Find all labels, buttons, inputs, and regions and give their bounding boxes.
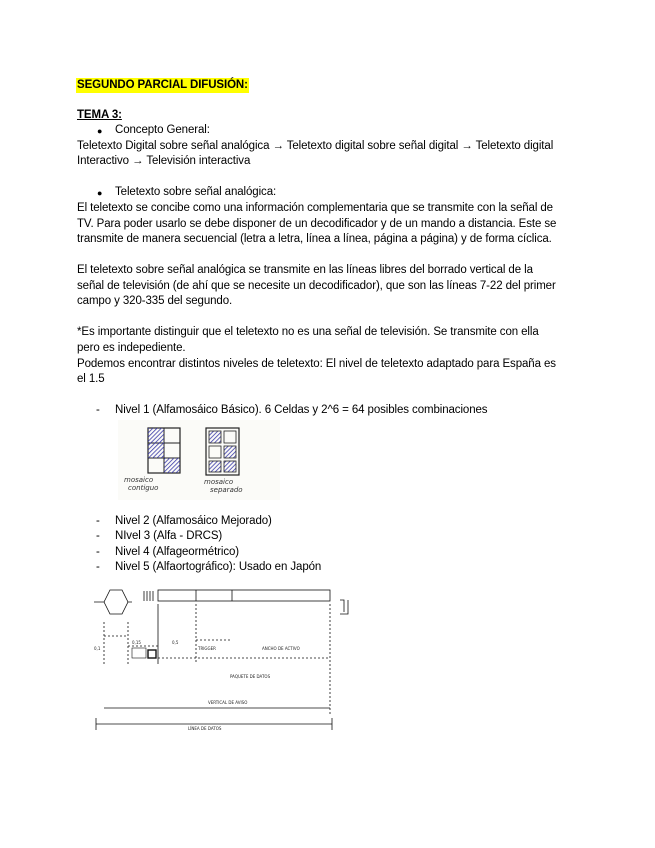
list-dash: - bbox=[96, 561, 100, 573]
diagram-label: 0,15 bbox=[132, 640, 141, 645]
diagram-label: ANCHO DE ACTIVO bbox=[262, 646, 300, 651]
diagram-label: PAQUETE DE DATOS bbox=[230, 674, 271, 679]
diagram-label: 0,5 bbox=[172, 640, 179, 645]
bullet-teletexto-analogica: Teletexto sobre señal analógica: bbox=[115, 186, 277, 198]
paragraph-line: Teletexto Digital sobre señal analógica → Teletexto digital sobre señal digital → Teletexto digital bbox=[77, 140, 554, 152]
paragraph-line: El teletexto sobre señal analógica se transmite en las líneas libres del borrado vertical de la bbox=[77, 264, 533, 276]
list-dash: - bbox=[96, 515, 100, 527]
bullet-dot: ● bbox=[97, 188, 103, 198]
paragraph-line: pero es indepediente. bbox=[77, 342, 186, 354]
sketch-label: contiguo bbox=[128, 484, 159, 492]
paragraph-line: Podemos encontrar distintos niveles de teletexto: El nivel de teletexto adaptado para España es bbox=[77, 358, 556, 370]
document-title: SEGUNDO PARCIAL DIFUSIÓN: bbox=[77, 79, 248, 91]
sketch-label: separado bbox=[210, 486, 243, 494]
list-dash: - bbox=[96, 530, 100, 542]
level-item: Nivel 2 (Alfamosáico Mejorado) bbox=[115, 515, 272, 527]
paragraph-line: campo y 320-335 del segundo. bbox=[77, 295, 233, 307]
paragraph-line: TV. Para poder usarlo se debe disponer de un decodificador y de un mando a distancia. Este se bbox=[77, 218, 557, 230]
teletext-signal-diagram bbox=[92, 584, 354, 736]
sketch-label: mosaico bbox=[204, 478, 234, 486]
level-item: Nivel 5 (Alfaortográfico): Usado en Japón bbox=[115, 561, 322, 573]
diagram-label: TRIGGER bbox=[198, 646, 216, 651]
paragraph-line: Interactivo → Televisión interactiva bbox=[77, 155, 251, 167]
mosaic-sketch-image bbox=[118, 420, 280, 500]
diagram-label: VERTICAL DE AVISO bbox=[208, 700, 248, 705]
diagram-label: LÍNEA DE DATOS bbox=[188, 726, 222, 731]
level-item: Nivel 1 (Alfamosáico Básico). 6 Celdas y 2^6 = 64 posibles combinaciones bbox=[115, 404, 488, 416]
sketch-label: mosaico bbox=[124, 476, 154, 484]
diagram-label: 0,1 bbox=[94, 646, 101, 651]
list-dash: - bbox=[96, 546, 100, 558]
paragraph-line: transmite de manera secuencial (letra a letra, línea a línea, página a página) y de forma cíclica. bbox=[77, 233, 552, 245]
paragraph-line: el 1.5 bbox=[77, 373, 105, 385]
bullet-concepto-general: Concepto General: bbox=[115, 124, 210, 136]
paragraph-line: señal de televisión (de ahí que se necesite un decodificador), que son las líneas 7-22 del primer bbox=[77, 280, 556, 292]
bullet-dot: ● bbox=[97, 126, 103, 136]
list-dash: - bbox=[96, 404, 100, 416]
paragraph-line: *Es importante distinguir que el teletexto no es una señal de televisión. Se transmite con ella bbox=[77, 326, 539, 338]
level-item: NIvel 3 (Alfa - DRCS) bbox=[115, 530, 223, 542]
level-item: Nivel 4 (Alfageormétrico) bbox=[115, 546, 240, 558]
section-heading: TEMA 3: bbox=[77, 109, 122, 121]
paragraph-line: El teletexto se concibe como una información complementaria que se transmite con la señal de bbox=[77, 202, 553, 214]
